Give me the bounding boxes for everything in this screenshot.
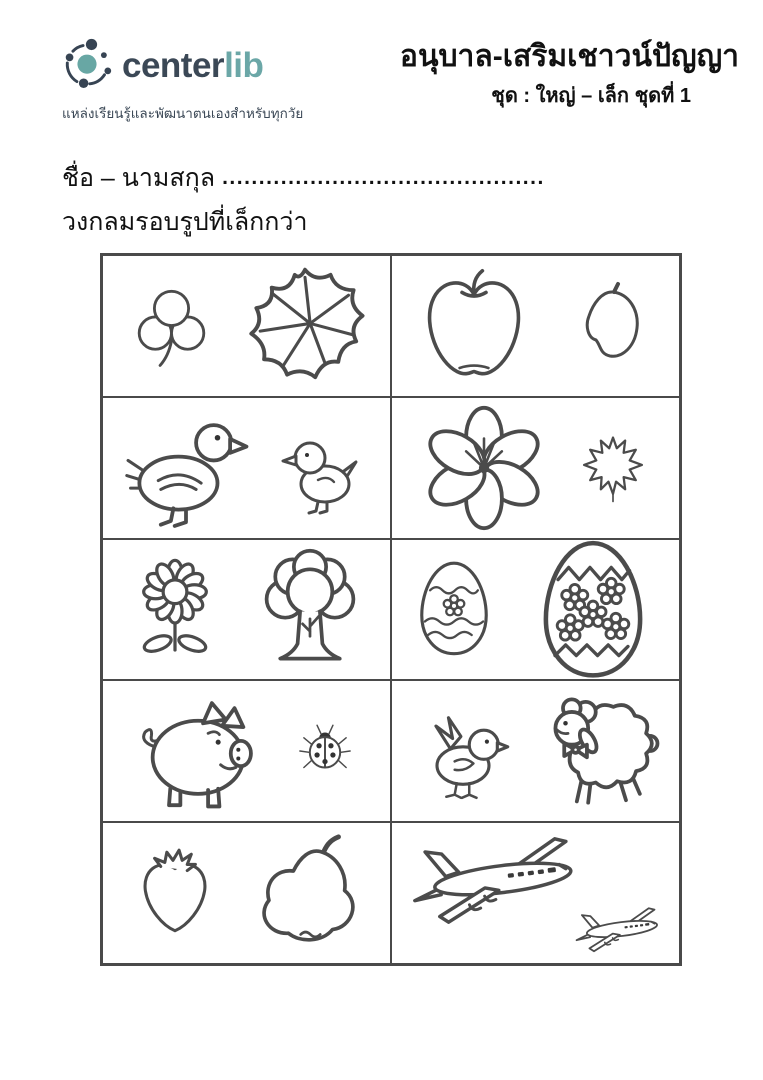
- worksheet-cell: [102, 397, 391, 539]
- grape-leaf-image: [241, 262, 369, 390]
- airplane-image: [572, 904, 669, 953]
- maple-leaf-image: [575, 430, 651, 506]
- duck-image: [123, 405, 249, 531]
- worksheet-cell: [102, 255, 391, 397]
- chick-image: [411, 699, 515, 803]
- duckling-image: [270, 418, 370, 518]
- name-label: ชื่อ – นามสกุล: [62, 164, 216, 192]
- instruction-text: วงกลมรอบรูปที่เล็กกว่า: [62, 208, 308, 236]
- brand-tagline: แหล่งเรียนรู้และพัฒนาตนเองสำหรับทุกวัย: [62, 106, 304, 121]
- pig-image: [135, 688, 261, 814]
- mango-image: [557, 276, 657, 376]
- apple-image: [414, 266, 534, 386]
- brand-primary: center: [122, 46, 225, 85]
- brand-secondary: lib: [224, 46, 264, 85]
- worksheet-cell: [102, 680, 391, 822]
- worksheet-cell: [102, 822, 391, 964]
- easter-egg-flowers-image: [517, 539, 669, 681]
- tree-image: [248, 547, 372, 671]
- name-fill-dots: ............................................: [222, 166, 545, 189]
- sunflower-image: [121, 555, 229, 663]
- worksheet-cell: [391, 680, 680, 822]
- centerlib-logo: [60, 36, 303, 124]
- title-block: [400, 40, 739, 111]
- worksheet-grid: [100, 253, 682, 966]
- rose-apple-image: [247, 832, 369, 954]
- strawberry-image: [124, 842, 226, 944]
- easter-egg-image: [402, 557, 506, 661]
- worksheet-subtitle: ชุด : ใหญ่ – เล็ก ชุดที่ 1: [491, 84, 691, 107]
- worksheet-cell: [391, 397, 680, 539]
- worksheet-cell: [102, 539, 391, 681]
- brand-wordmark: [122, 48, 263, 83]
- shamrock-image: [124, 278, 219, 373]
- name-line: [62, 158, 545, 198]
- centerlib-logo-icon: [60, 36, 114, 95]
- worksheet-title: อนุบาล-เสริมเชาวน์ปัญญา: [399, 40, 739, 73]
- lamb-image: [534, 688, 660, 814]
- worksheet-cell: [391, 822, 680, 964]
- worksheet-cell: [391, 539, 680, 681]
- worksheet-cell: [391, 255, 680, 397]
- airplane-image: [406, 831, 594, 925]
- ladybug-image: [292, 718, 358, 784]
- flower-image: [420, 404, 548, 532]
